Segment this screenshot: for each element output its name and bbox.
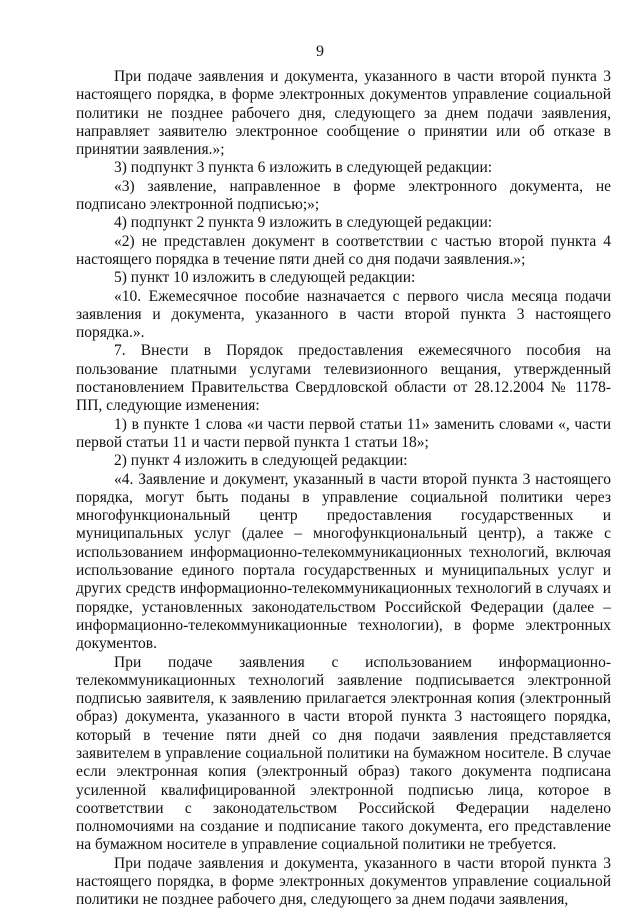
paragraph-2: 3) подпункт 3 пункта 6 изложить в следующей редакции: [114,159,493,177]
paragraph-5: «2) не представлен документ в соответствии с частью второй пункта 4 настоящего порядка в течение пяти дней со дня подачи заявления.»; [76,232,611,268]
paragraph-11: «4. Заявление и документ, указанный в части второй пункта 3 настоящего порядка, могут быть поданы в управление социальной политики через многофункциональный центр предоставления государственных и муниципальных услуг (далее – многофункциональный центр), а также с использованием информационно-телекоммуникационных технологий, включая использование единого портала государственных и муниципальных услуг и других средств информационно-телекоммуникационных технологий в случаях и порядке, установленных законодательством Российской Федерации (далее – информационно-телекоммуникационные технологии), в форме электронных документов. [76,470,611,653]
document-body [76,68,611,910]
paragraph-8: 7. Внести в Порядок предоставления ежемесячного пособия на пользование платными услугами телевизионного вещания, утвержденный постановлением Правительства Свердловской области от 28.12.2004 № 1178-ПП, следующие изменения: [76,342,611,415]
paragraph-6: 5) пункт 10 изложить в следующей редакции: [114,269,416,287]
paragraph-12: При подаче заявления с использованием информационно-телекоммуникационных технологий заявление подписывается электронной подписью заявителя, к заявлению прилагается электронная копия (электронный образ) документа, указанного в части второй пункта 3 настоящего порядка, который в течение пяти дней со дня подачи заявления представляется заявителем в управление социальной политики на бумажном носителе. В случае если электронная копия (электронный образ) такого документа подписана усиленной квалифицированной электронной подписью лица, которое в соответствии с законодательством Российской Федерации наделено полномочиями на создание и подписание такого документа, его представление на бумажном носителе в управление социальной политики не требуется. [76,653,611,854]
paragraph-9: 1) в пункте 1 слова «и части первой статьи 11» заменить словами «, части первой статьи 11 и части первой пункта 1 статьи 18»; [76,415,611,451]
paragraph-4: 4) подпункт 2 пункта 9 изложить в следующей редакции: [114,214,493,232]
paragraph-7: «10. Ежемесячное пособие назначается с первого числа месяца подачи заявления и документа, указанного в части второй пункта 3 настоящего порядка.». [76,287,611,342]
paragraph-1: При подаче заявления и документа, указанного в части второй пункта 3 настоящего порядка, в форме электронных документов управление социальной политики не позднее рабочего дня, следующего за днем подачи заявления, направляет заявителю электронное сообщение о принятии или об отказе в принятии заявления.»; [76,68,611,159]
paragraph-3: «3) заявление, направленное в форме электронного документа, не подписано электронной подписью;»; [76,177,611,214]
paragraph-13: При подаче заявления и документа, указанного в части второй пункта 3 настоящего порядка, в форме электронных документов управление социальной политики не позднее рабочего дня, следующего за днем подачи заявления, [76,854,611,909]
page-number: 9 [316,43,324,60]
paragraph-10: 2) пункт 4 изложить в следующей редакции: [114,452,408,470]
